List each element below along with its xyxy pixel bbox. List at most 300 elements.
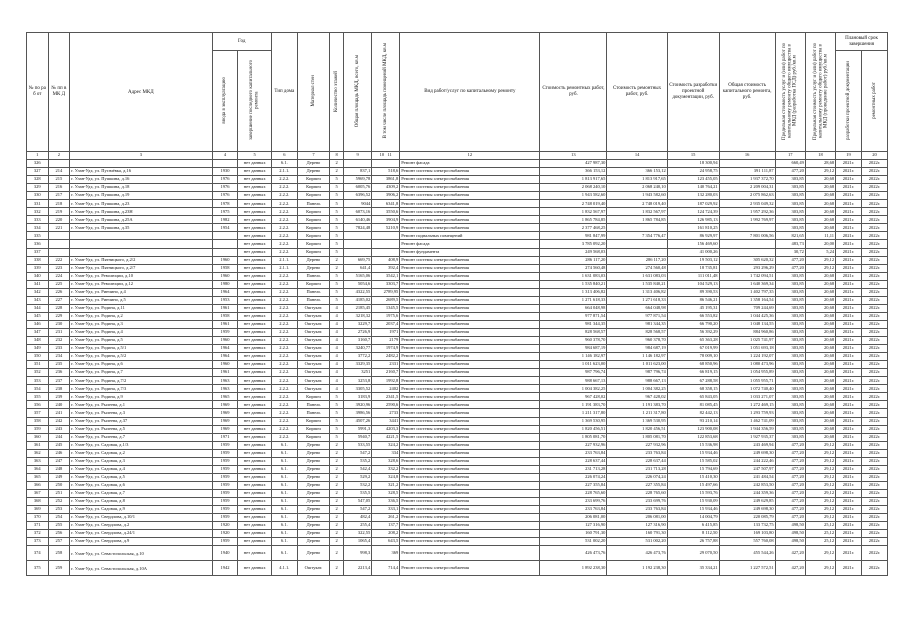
cell-design-cost: 81 085,45 <box>667 401 719 409</box>
cell-work-number: 328 <box>27 176 49 184</box>
cell-repair-cost: 366 153,12 <box>540 168 607 176</box>
cell-wall-material: Оштукат. <box>297 320 329 328</box>
cell-last-repair: нет данных <box>238 280 271 288</box>
table-row <box>27 401 888 409</box>
cell-floors: 5 <box>330 401 344 409</box>
cell-house-type: 6.1. <box>271 538 297 546</box>
cell-premises-area: 392,4 <box>372 264 400 272</box>
cell-mkd-number <box>48 160 70 168</box>
cell-last-repair: нет данных <box>238 264 271 272</box>
cell-limit-design: 477,20 <box>775 514 805 522</box>
cell-address: г. Улан-Удэ, ул. Родина, д.7/2 <box>70 377 212 385</box>
cell-floors: 2 <box>330 449 344 457</box>
cell-work-type: Ремонт системы электроснабжения <box>400 272 540 280</box>
cell-total-cost: 7 801 006,56 <box>719 232 775 240</box>
cell-limit-works: 28,68 <box>805 160 835 168</box>
cell-wall-material: Кирпич <box>297 240 329 248</box>
cell-house-type: 2.2.2. <box>271 312 297 320</box>
cell-limit-works: 29,12 <box>805 489 835 497</box>
cell-wall-material: Кирпич <box>297 184 329 192</box>
cell-premises-area: 369 <box>372 546 400 561</box>
cell-mkd-number: 227 <box>48 296 70 304</box>
cell-floors: 4 <box>330 304 344 312</box>
cell-floors: 2 <box>330 473 344 481</box>
cell-wall-material: Дерево <box>297 441 329 449</box>
cell-repair-cost: 286 117,20 <box>540 256 607 264</box>
cell-total-cost: 1 025 741,97 <box>719 337 775 345</box>
cell-work-number: 375 <box>27 561 49 576</box>
cell-mkd-number <box>48 240 70 248</box>
cell-limit-works: 20,68 <box>805 361 835 369</box>
cell-total-area: 837,1 <box>344 168 372 176</box>
cell-house-type: 2.2.2. <box>271 184 297 192</box>
cell-house-type: 2.2.2. <box>271 409 297 417</box>
cell-work-number: 354 <box>27 385 49 393</box>
cell-work-number: 351 <box>27 361 49 369</box>
cell-last-repair: нет данных <box>238 256 271 264</box>
cell-total-area: 3183,9 <box>344 393 372 401</box>
cell-premises-area: 3861,8 <box>372 176 400 184</box>
cell-work-type: Ремонт системы электроснабжения <box>400 449 540 457</box>
cell-wall-material: Панель <box>297 200 329 208</box>
cell-floors: 5 <box>330 433 344 441</box>
cell-wall-material: Кирпич <box>297 176 329 184</box>
cell-wall-material: Оштукат. <box>297 337 329 345</box>
column-number-cell: 20 <box>861 152 887 160</box>
cell-design-deadline: 2021г. <box>836 240 862 248</box>
cell-limit-works: 29,12 <box>805 264 835 272</box>
cell-work-number: 368 <box>27 497 49 505</box>
cell-work-type: Ремонт системы электроснабжения <box>400 561 540 576</box>
column-number-cell: 1 <box>27 152 49 160</box>
cell-design-cost: 66 790,20 <box>667 320 719 328</box>
cell-last-repair: нет данных <box>238 530 271 538</box>
cell-design-cost: 56 392,29 <box>667 328 719 336</box>
cell-mkd-number: 214 <box>48 168 70 176</box>
cell-design-deadline: 2021г. <box>836 216 862 224</box>
cell-total-cost: 241 484,54 <box>719 473 775 481</box>
cell-limit-design: 30,72 <box>775 248 805 256</box>
cell-limit-design: 477,20 <box>775 264 805 272</box>
cell-house-type: 2.2.2. <box>271 353 297 361</box>
cell-premises-area: 334 <box>372 449 400 457</box>
cell-limit-works: 20,68 <box>805 192 835 200</box>
table-row <box>27 256 888 264</box>
cell-wall-material: Дерево <box>297 256 329 264</box>
cell-house-type: 2.2.2. <box>271 393 297 401</box>
cell-design-deadline: 2021г. <box>836 538 862 546</box>
column-number-cell: 17 <box>775 152 805 160</box>
cell-work-number: 353 <box>27 377 49 385</box>
cell-limit-design: 303,85 <box>775 369 805 377</box>
cell-floors: 5 <box>330 232 344 240</box>
cell-commission-year: 1963 <box>212 377 238 385</box>
cell-last-repair: нет данных <box>238 304 271 312</box>
cell-mkd-number: 245 <box>48 441 70 449</box>
cell-design-deadline: 2021г. <box>836 304 862 312</box>
cell-commission-year: 1976 <box>212 176 238 184</box>
cell-house-type: 6.1. <box>271 160 297 168</box>
cell-floors: 4 <box>330 312 344 320</box>
cell-house-type: 6.1. <box>271 506 297 514</box>
cell-limit-works: 20,68 <box>805 401 835 409</box>
cell-premises-area: 2689,5 <box>372 296 400 304</box>
cell-floors: 5 <box>330 409 344 417</box>
cell-last-repair: нет данных <box>238 208 271 216</box>
cell-work-number: 333 <box>27 216 49 224</box>
cell-design-cost: 67 288,58 <box>667 377 719 385</box>
cell-works-deadline: 2022г. <box>861 506 887 514</box>
cell-repair-cost: 981 847,99 <box>540 232 607 240</box>
cell-total-area: 5991,3 <box>344 425 372 433</box>
cell-design-deadline: 2021г. <box>836 522 862 530</box>
cell-repair-cost-2: 960 378,70 <box>607 337 667 345</box>
cell-address <box>70 240 212 248</box>
cell-commission-year: 1964 <box>212 288 238 296</box>
cell-mkd-number: 233 <box>48 345 70 353</box>
cell-total-area: 547,05 <box>344 497 372 505</box>
cell-address: г. Улан-Удэ, ул. Рылеева, д.1 <box>70 401 212 409</box>
cell-limit-works: 20,68 <box>805 425 835 433</box>
cell-wall-material: Дерево <box>297 514 329 522</box>
cell-limit-works: 29,12 <box>805 457 835 465</box>
cell-repair-cost: 960 378,70 <box>540 337 607 345</box>
cell-design-deadline: 2021г. <box>836 320 862 328</box>
cell-premises-area: 2402 <box>372 385 400 393</box>
cell-total-area: 1065,4 <box>344 538 372 546</box>
cell-limit-design: 303,85 <box>775 361 805 369</box>
cell-repair-cost: 1 211 317,80 <box>540 409 607 417</box>
cell-repair-cost-2: 1 832 567,97 <box>607 208 667 216</box>
cell-design-cost: 15 794,69 <box>667 465 719 473</box>
cell-mkd-number: 229 <box>48 312 70 320</box>
cell-last-repair: нет данных <box>238 192 271 200</box>
cell-last-repair: нет данных <box>238 369 271 377</box>
cell-repair-cost: 1 943 582,60 <box>540 192 607 200</box>
cell-house-type: 2.2.2. <box>271 288 297 296</box>
cell-work-number: 342 <box>27 288 49 296</box>
cell-design-deadline: 2021г. <box>836 312 862 320</box>
cell-repair-cost-2: 426 473,76 <box>607 546 667 561</box>
cell-repair-cost-2: 7 354 776,47 <box>607 232 667 240</box>
cell-design-cost: 6 415,85 <box>667 522 719 530</box>
cell-repair-cost: 227 355,84 <box>540 481 607 489</box>
cell-repair-cost: 1 892 238,30 <box>540 561 607 576</box>
cell-repair-cost-2: 988 667,13 <box>607 377 667 385</box>
header-house-type: Тип дома <box>271 33 297 152</box>
cell-limit-works: 29,12 <box>805 168 835 176</box>
cell-works-deadline: 2022г. <box>861 514 887 522</box>
cell-commission-year: 1959 <box>212 441 238 449</box>
cell-design-cost: 132 280,03 <box>667 192 719 200</box>
cell-limit-design: 303,85 <box>775 393 805 401</box>
cell-last-repair: нет данных <box>238 272 271 280</box>
cell-work-type: Ремонт системы электроснабжения <box>400 441 540 449</box>
table-row <box>27 320 888 328</box>
cell-works-deadline: 2022г. <box>861 369 887 377</box>
cell-repair-cost: 233 763,84 <box>540 506 607 514</box>
cell-limit-design: 498,50 <box>775 522 805 530</box>
cell-address: г. Улан-Удэ, ул. Пятницкого, д.2/7 <box>70 264 212 272</box>
cell-total-cost: 293 296,29 <box>719 264 775 272</box>
cell-repair-cost-2: 1 313 406,82 <box>607 288 667 296</box>
cell-limit-design: 303,85 <box>775 208 805 216</box>
cell-total-cost: 1 937 372,70 <box>719 176 775 184</box>
cell-design-cost: 123 455,05 <box>667 176 719 184</box>
cell-premises-area: 328,6 <box>372 457 400 465</box>
cell-design-deadline: 2021г. <box>836 280 862 288</box>
cell-design-deadline: 2021г. <box>836 489 862 497</box>
table-row <box>27 489 888 497</box>
cell-commission-year: 1976 <box>212 192 238 200</box>
cell-address: г. Улан-Удэ, ул. Родина, д.3 <box>70 320 212 328</box>
table-row <box>27 192 888 200</box>
cell-house-type: 2.2.2. <box>271 272 297 280</box>
cell-limit-design: 303,85 <box>775 224 805 232</box>
table-row <box>27 264 888 272</box>
cell-design-deadline: 2021г. <box>836 232 862 240</box>
cell-work-type: Ремонт системы электроснабжения <box>400 208 540 216</box>
cell-work-number: 347 <box>27 328 49 336</box>
cell-design-deadline: 2021г. <box>836 337 862 345</box>
header-address: Адрес МКД <box>70 33 212 152</box>
table-row <box>27 184 888 192</box>
cell-wall-material: Панель <box>297 288 329 296</box>
table-row <box>27 337 888 345</box>
cell-repair-cost: 1 631 083,03 <box>540 272 607 280</box>
cell-commission-year <box>212 160 238 168</box>
column-number-cell: 3 <box>70 152 212 160</box>
cell-work-number: 361 <box>27 441 49 449</box>
cell-works-deadline: 2022г. <box>861 176 887 184</box>
cell-work-number: 346 <box>27 320 49 328</box>
cell-total-cost: 305 620,32 <box>719 256 775 264</box>
table-row <box>27 200 888 208</box>
cell-works-deadline: 2022г. <box>861 522 887 530</box>
table-row <box>27 506 888 514</box>
cell-wall-material: Панель <box>297 401 329 409</box>
cell-total-cost: 220 085,79 <box>719 514 775 522</box>
cell-mkd-number: 240 <box>48 401 70 409</box>
cell-design-cost: 89 390,53 <box>667 288 719 296</box>
cell-address: г. Улан-Удэ, ул. Пугачёвка, д.16 <box>70 168 212 176</box>
cell-works-deadline: 2022г. <box>861 401 887 409</box>
cell-premises-area: 324,8 <box>372 473 400 481</box>
cell-limit-works: 20,68 <box>805 184 835 192</box>
cell-work-number: 341 <box>27 280 49 288</box>
cell-last-repair: нет данных <box>238 489 271 497</box>
cell-last-repair: нет данных <box>238 506 271 514</box>
header-floors: Количество этажей <box>330 33 344 152</box>
cell-mkd-number: 231 <box>48 328 70 336</box>
cell-design-deadline: 2021г. <box>836 465 862 473</box>
cell-commission-year: 1959 <box>212 481 238 489</box>
cell-wall-material: Оштукат. <box>297 304 329 312</box>
cell-address: г. Улан-Удэ, ул. Родина, д.5/2 <box>70 353 212 361</box>
column-number-cell: 13 <box>540 152 607 160</box>
cell-house-type: 2.2.2. <box>271 377 297 385</box>
cell-works-deadline: 2022г. <box>861 433 887 441</box>
header-works-deadline: ремонтных работ <box>861 51 887 152</box>
cell-house-type: 2.2.2. <box>271 433 297 441</box>
cell-work-number: 340 <box>27 272 49 280</box>
cell-total-cost: 247 507,97 <box>719 465 775 473</box>
cell-limit-design: 303,85 <box>775 433 805 441</box>
cell-total-area: 5969,78 <box>344 176 372 184</box>
cell-work-type: Ремонт системы электроснабжения <box>400 337 540 345</box>
cell-floors: 4 <box>330 377 344 385</box>
cell-mkd-number: 223 <box>48 264 70 272</box>
cell-repair-cost: 1 004 382,25 <box>540 385 607 393</box>
cell-work-type: Ремонт системы электроснабжения <box>400 425 540 433</box>
cell-limit-design: 427,20 <box>775 546 805 561</box>
cell-design-deadline: 2021г. <box>836 328 862 336</box>
cell-repair-cost-2: 664 048,98 <box>607 304 667 312</box>
cell-address: г. Улан-Удэ, ул. Родина, д.5 <box>70 337 212 345</box>
cell-limit-works: 20,68 <box>805 216 835 224</box>
cell-design-cost: 67 019,99 <box>667 345 719 353</box>
cell-works-deadline: 2022г. <box>861 184 887 192</box>
cell-address: г. Улан-Удэ, ул. Революции, д.10 <box>70 272 212 280</box>
cell-floors: 2 <box>330 481 344 489</box>
cell-commission-year: 1963 <box>212 385 238 393</box>
cell-address: г. Улан-Удэ, ул. Родина, д.7/3 <box>70 385 212 393</box>
cell-commission-year: 1969 <box>212 409 238 417</box>
cell-total-cost: 1 054 955,89 <box>719 369 775 377</box>
cell-repair-cost: 228 765,60 <box>540 489 607 497</box>
cell-commission-year: 1960 <box>212 337 238 345</box>
cell-commission-year: 1959 <box>212 497 238 505</box>
cell-design-cost: 156 469,60 <box>667 240 719 248</box>
cell-house-type: 2.1.1. <box>271 264 297 272</box>
cell-floors: 4 <box>330 337 344 345</box>
cell-repair-cost: 227 932,96 <box>540 441 607 449</box>
cell-address: г. Улан-Удэ, ул. Садовая, д.4 <box>70 465 212 473</box>
cell-limit-design: 477,20 <box>775 256 805 264</box>
cell-repair-cost-2: 1 271 618,33 <box>607 296 667 304</box>
cell-address <box>70 160 212 168</box>
cell-commission-year: 1976 <box>212 184 238 192</box>
cell-limit-design: 303,85 <box>775 401 805 409</box>
cell-limit-works: 20,68 <box>805 296 835 304</box>
table-row <box>27 216 888 224</box>
cell-limit-works: 29,12 <box>805 514 835 522</box>
cell-address: г. Улан-Удэ, ул. Садовая, д.2 <box>70 449 212 457</box>
cell-last-repair: нет данных <box>238 514 271 522</box>
cell-work-type: Ремонт системы электроснабжения <box>400 216 540 224</box>
cell-work-type: Ремонт системы электроснабжения <box>400 489 540 497</box>
cell-total-area: 3160,7 <box>344 337 372 345</box>
cell-floors: 5 <box>330 272 344 280</box>
cell-design-cost: 78 009,10 <box>667 353 719 361</box>
cell-limit-works: 20,68 <box>805 176 835 184</box>
cell-commission-year: 1940 <box>212 546 238 561</box>
cell-address: г. Улан-Удэ, ул. Пушкина, д.18 <box>70 184 212 192</box>
cell-works-deadline: 2022г. <box>861 224 887 232</box>
cell-design-cost: 15 934,46 <box>667 506 719 514</box>
table-row <box>27 240 888 248</box>
cell-address: г. Улан-Удэ, ул. Пушкина, д.23 <box>70 200 212 208</box>
cell-commission-year: 1961 <box>212 304 238 312</box>
cell-wall-material: Панель <box>297 409 329 417</box>
table-row <box>27 561 888 576</box>
cell-repair-cost-2: 828 568,57 <box>607 328 667 336</box>
cell-mkd-number: 246 <box>48 449 70 457</box>
cell-total-area: 5054,6 <box>344 280 372 288</box>
cell-premises-area: 3906,2 <box>372 192 400 200</box>
cell-premises-area: 4221,5 <box>372 433 400 441</box>
cell-design-deadline: 2021г. <box>836 449 862 457</box>
header-design-deadline: разработки проектной документации <box>836 51 862 152</box>
cell-mkd-number: 220 <box>48 216 70 224</box>
cell-house-type: 2.2.2. <box>271 176 297 184</box>
cell-last-repair: нет данных <box>238 441 271 449</box>
cell-limit-works: 20,68 <box>805 320 835 328</box>
cell-repair-cost: 1 271 618,33 <box>540 296 607 304</box>
cell-work-type: Ремонт системы электроснабжения <box>400 538 540 546</box>
cell-wall-material: Дерево <box>297 538 329 546</box>
cell-repair-cost: 1 805 081,70 <box>540 433 607 441</box>
cell-work-number: 364 <box>27 465 49 473</box>
cell-design-cost: 35 334,21 <box>667 561 719 576</box>
cell-design-cost: 15 497,66 <box>667 481 719 489</box>
cell-mkd-number: 230 <box>48 320 70 328</box>
cell-premises-area <box>372 240 400 248</box>
cell-limit-design: 303,85 <box>775 385 805 393</box>
cell-design-deadline: 2021г. <box>836 473 862 481</box>
cell-limit-works: 11,11 <box>805 232 835 240</box>
header-work-type: Вид работ/услуг по капитальному ремонту <box>400 33 540 152</box>
cell-total-area: 3986,56 <box>344 409 372 417</box>
cell-design-deadline: 2021г. <box>836 296 862 304</box>
cell-works-deadline: 2022г. <box>861 288 887 296</box>
table-row <box>27 530 888 538</box>
cell-design-cost: 41 000,26 <box>667 248 719 256</box>
cell-premises-area: 2590,6 <box>372 401 400 409</box>
cell-house-type: 2.2.2. <box>271 224 297 232</box>
cell-design-cost: 15 585,02 <box>667 457 719 465</box>
column-number-cell: 15 <box>667 152 719 160</box>
cell-limit-works: 5,24 <box>805 248 835 256</box>
cell-design-cost: 140 764,21 <box>667 184 719 192</box>
cell-repair-cost: 828 568,57 <box>540 328 607 336</box>
cell-last-repair: нет данных <box>238 497 271 505</box>
cell-repair-cost: 226 074,24 <box>540 473 607 481</box>
cell-last-repair: нет данных <box>238 522 271 530</box>
cell-works-deadline: 2022г. <box>861 377 887 385</box>
cell-works-deadline: 2022г. <box>861 473 887 481</box>
cell-address: г. Улан-Удэ, ул. Садовая, д.7 <box>70 489 212 497</box>
cell-mkd-number: 226 <box>48 288 70 296</box>
cell-mkd-number: 222 <box>48 256 70 264</box>
cell-last-repair: нет данных <box>238 546 271 561</box>
cell-wall-material: Дерево <box>297 506 329 514</box>
cell-limit-design: 477,20 <box>775 473 805 481</box>
cell-address: г. Улан-Удэ, ул. Пушкина, д.23Н <box>70 208 212 216</box>
table-row <box>27 369 888 377</box>
cell-floors: 2 <box>330 497 344 505</box>
cell-limit-works: 20,68 <box>805 328 835 336</box>
cell-repair-cost: 987 796,74 <box>540 369 607 377</box>
cell-commission-year: 1959 <box>212 506 238 514</box>
cell-work-number: 350 <box>27 353 49 361</box>
cell-limit-works: 20,68 <box>805 393 835 401</box>
cell-floors: 2 <box>330 546 344 561</box>
cell-repair-cost-2: 1 631 083,03 <box>607 272 667 280</box>
cell-design-deadline: 2021г. <box>836 401 862 409</box>
cell-repair-cost-2: 228 765,60 <box>607 489 667 497</box>
cell-total-cost: 249 698,30 <box>719 449 775 457</box>
